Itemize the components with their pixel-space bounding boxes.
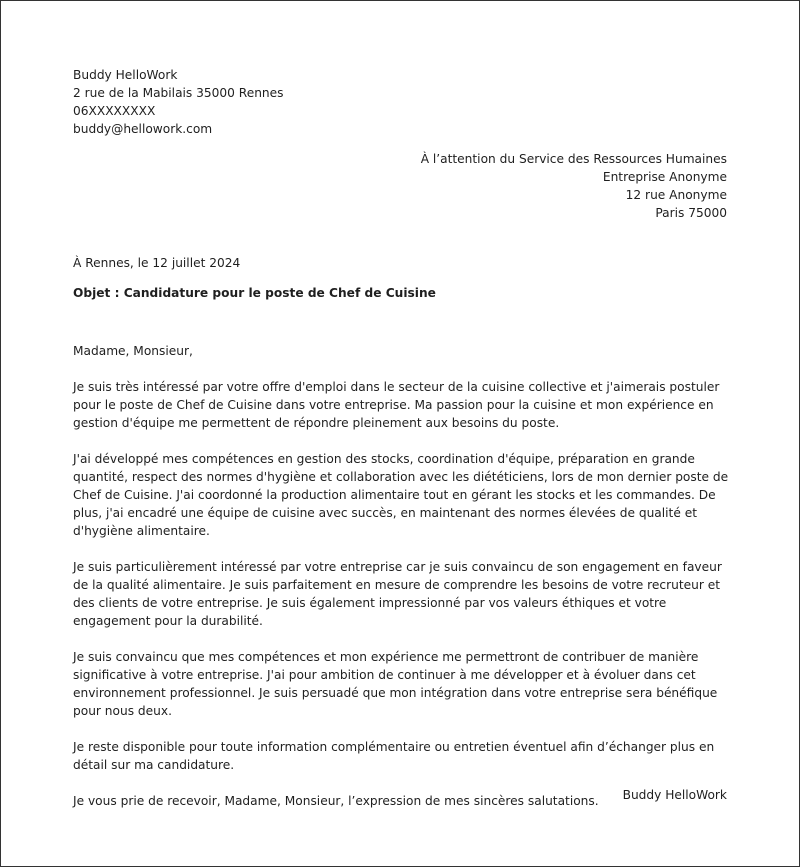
sender-name: Buddy HelloWork <box>73 68 178 82</box>
sender-phone: 06XXXXXXXX <box>73 104 156 118</box>
recipient-block <box>421 150 727 222</box>
sender-email: buddy@hellowork.com <box>73 122 213 136</box>
body-paragraph: Je suis particulièrement intéressé par votre entreprise car je suis convaincu de son engagement en faveur de la qualité alimentaire. Je suis parfaitement en mesure de comprendre les besoins de votre recruteur et des clients de votre entreprise. Je suis également impressionné par vos valeurs éthiques et votre engagement pour la durabilité. <box>73 560 722 628</box>
sender-address: 2 rue de la Mabilais 35000 Rennes <box>73 86 284 100</box>
body-paragraph: Je reste disponible pour toute information complémentaire ou entretien éventuel afin d’échanger plus en détail sur ma candidature. <box>73 740 715 772</box>
closing-paragraph: Je vous prie de recevoir, Madame, Monsieur, l’expression de mes sincères salutations. <box>73 794 599 808</box>
recipient-street: 12 rue Anonyme <box>625 188 727 202</box>
sender-block <box>73 66 284 138</box>
recipient-city: Paris 75000 <box>655 206 727 220</box>
body-paragraph: J'ai développé mes compétences en gestion des stocks, coordination d'équipe, préparation en grande quantité, respect des normes d'hygiène et collaboration avec les diététiciens, lors de mon dernier poste de Chef de Cuisine. J'ai coordonné la production alimentaire tout en gérant les stocks et les commandes. De plus, j'ai encadré une équipe de cuisine avec succès, en maintenant des normes élevées de qualité et d'hygiène alimentaire. <box>73 452 729 538</box>
body-paragraph: Je suis très intéressé par votre offre d'emploi dans le secteur de la cuisine collective et j'aimerais postuler pour le poste de Chef de Cuisine dans votre entreprise. Ma passion pour la cuisine et mon expérience en gestion d'équipe me permettent de répondre pleinement aux besoins du poste. <box>73 380 720 430</box>
letter-body <box>73 342 733 828</box>
body-paragraph: Je suis convaincu que mes compétences et mon expérience me permettront de contribuer de manière significative à votre entreprise. J'ai pour ambition de continuer à me développer et à évoluer dans cet environnement professionnel. Je suis persuadé que mon intégration dans votre entreprise sera bénéfique pour nous deux. <box>73 650 718 718</box>
signature: Buddy HelloWork <box>622 788 727 802</box>
recipient-company: Entreprise Anonyme <box>602 170 727 184</box>
subject-line: Objet : Candidature pour le poste de Chef de Cuisine <box>73 286 436 300</box>
date-line: À Rennes, le 12 juillet 2024 <box>73 256 241 270</box>
greeting: Madame, Monsieur, <box>73 344 193 358</box>
recipient-attention: À l’attention du Service des Ressources Humaines <box>420 152 727 166</box>
